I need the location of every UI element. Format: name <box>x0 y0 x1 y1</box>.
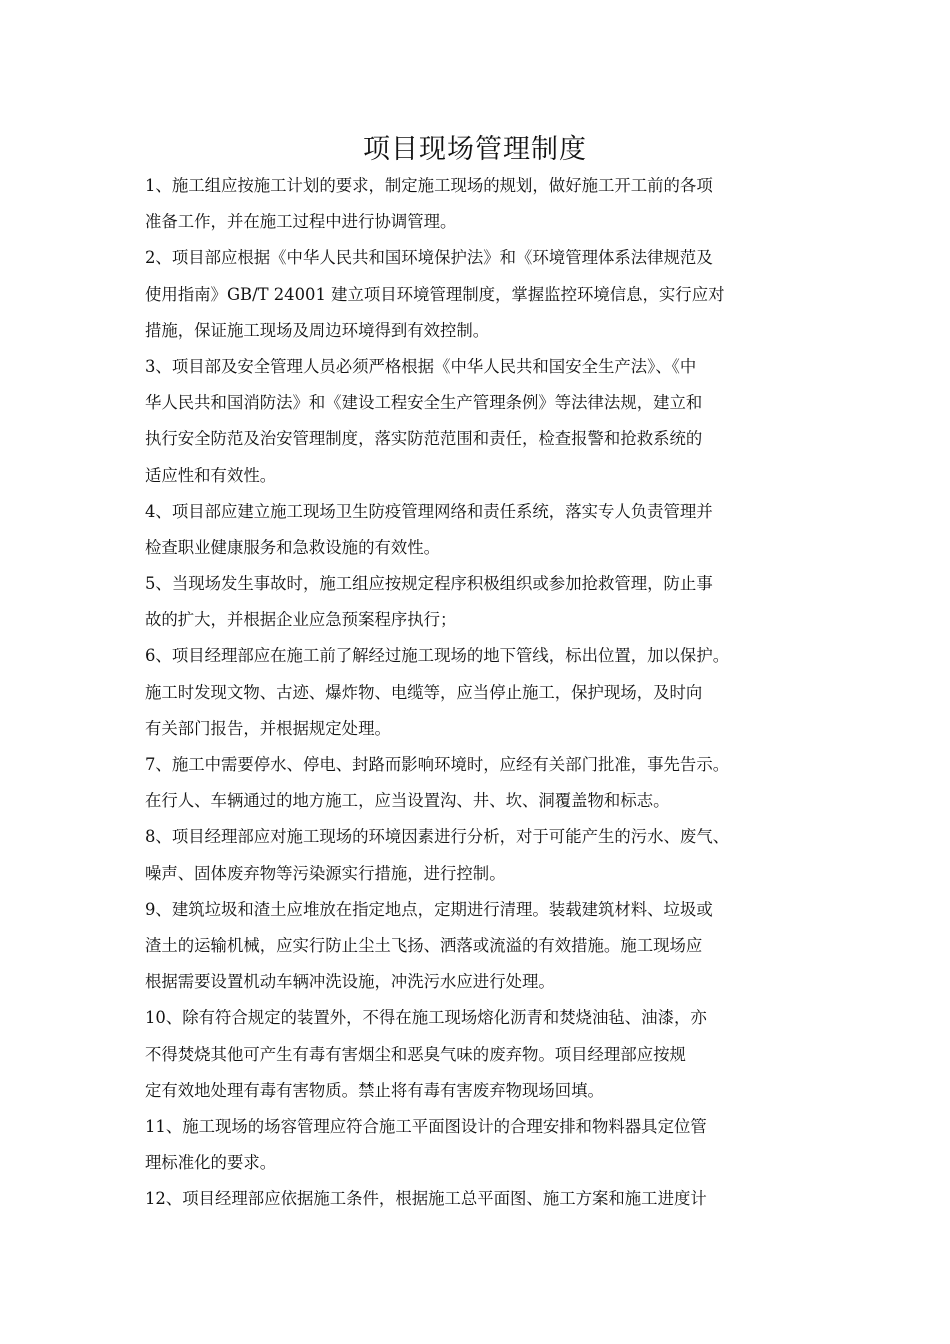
text-line: 华人民共和国消防法》和《建设工程安全生产管理条例》等法律法规，建立和 <box>145 393 703 413</box>
text-line: 准备工作，并在施工过程中进行协调管理。 <box>145 212 457 232</box>
text-line: 检查职业健康服务和急救设施的有效性。 <box>145 537 441 557</box>
text-line: 7、施工中需要停水、停电、封路而影响环境时，应经有关部门批准，事先告示。 <box>145 755 730 774</box>
text-line: 1、施工组应按施工计划的要求，制定施工现场的规划，做好施工开工前的各项 <box>145 176 713 195</box>
text-line: 10、除有符合规定的装置外，不得在施工现场熔化沥青和焚烧油毡、油漆，亦 <box>145 1008 707 1028</box>
text-line: 9、建筑垃圾和渣土应堆放在指定地点，定期进行清理。装载建筑材料、垃圾或 <box>145 899 713 919</box>
text-line: 渣土的运输机械，应实行防止尘土飞扬、洒落或流溢的有效措施。施工现场应 <box>145 935 703 955</box>
text-line: 根据需要设置机动车辆冲洗设施，冲洗污水应进行处理。 <box>145 972 555 992</box>
text-line: 噪声、固体废弃物等污染源实行措施，进行控制。 <box>145 863 506 883</box>
text-line: 定有效地处理有毒有害物质。禁止将有毒有害废弃物现场回填。 <box>145 1080 604 1100</box>
document-body <box>145 168 835 1217</box>
document-title: 项目现场管理制度 <box>363 134 587 165</box>
text-line: 理标准化的要求。 <box>145 1153 277 1173</box>
text-line: 施工时发现文物、古迹、爆炸物、电缆等，应当停止施工，保护现场，及时向 <box>145 682 703 702</box>
text-line: 11、施工现场的场容管理应符合施工平面图设计的合理安排和物料器具定位管 <box>145 1116 707 1136</box>
text-line: 3、项目部及安全管理人员必须严格根据《中华人民共和国安全生产法》、《中 <box>145 356 697 376</box>
text-line: 8、项目经理部应对施工现场的环境因素进行分析，对于可能产生的污水、废气、 <box>145 827 730 847</box>
text-line: 有关部门报告，并根据规定处理。 <box>145 718 391 738</box>
text-line: 执行安全防范及治安管理制度，落实防范范围和责任，检查报警和抢救系统的 <box>145 429 703 449</box>
text-line: 使用指南》GB/T 24001 建立项目环境管理制度，掌握监控环境信息，实行应对 <box>145 284 725 304</box>
text-line: 6、项目经理部应在施工前了解经过施工现场的地下管线，标出位置，加以保护。 <box>145 646 730 666</box>
text-line: 适应性和有效性。 <box>145 465 277 485</box>
text-line: 2、项目部应根据《中华人民共和国环境保护法》和《环境管理体系法律规范及 <box>145 248 713 268</box>
text-line: 在行人、车辆通过的地方施工，应当设置沟、井、坎、洞覆盖物和标志。 <box>145 791 670 811</box>
text-line: 措施，保证施工现场及周边环境得到有效控制。 <box>145 320 490 340</box>
text-line: 不得焚烧其他可产生有毒有害烟尘和恶臭气味的废弃物。项目经理部应按规 <box>145 1044 686 1064</box>
text-line: 4、项目部应建立施工现场卫生防疫管理网络和责任系统，落实专人负责管理并 <box>145 501 713 521</box>
text-line: 5、当现场发生事故时，施工组应按规定程序积极组织或参加抢救管理，防止事 <box>145 574 713 594</box>
text-line: 故的扩大，并根据企业应急预案程序执行； <box>145 610 457 630</box>
text-line: 12、项目经理部应依据施工条件，根据施工总平面图、施工方案和施工进度计 <box>145 1189 707 1209</box>
